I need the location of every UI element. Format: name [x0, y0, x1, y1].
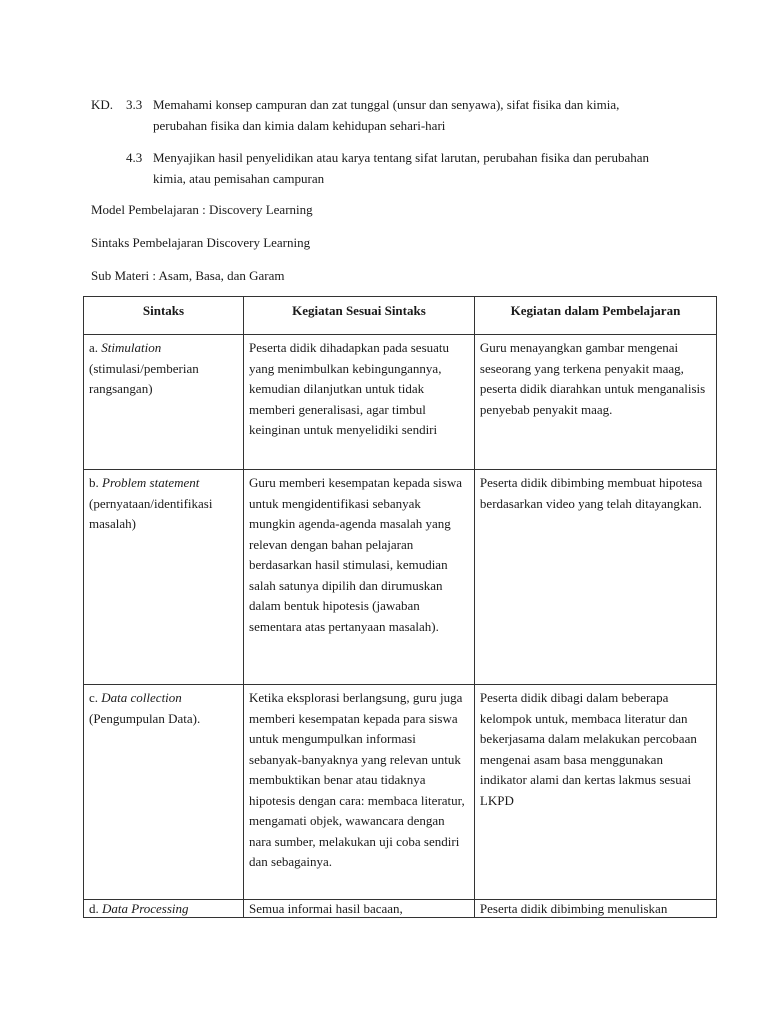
sintaks-term: Data collection: [101, 690, 182, 705]
table-row: [84, 685, 717, 900]
table-header-row: [84, 297, 717, 335]
sintaks-cell: [84, 900, 244, 918]
sub-materi-line: Sub Materi : Asam, Basa, dan Garam: [91, 268, 285, 283]
sintaks-term: Problem statement: [102, 475, 200, 490]
sintaks-term: Stimulation: [101, 340, 162, 355]
table-row: [84, 470, 717, 685]
sintaks-cell: [84, 470, 244, 685]
kd-number: 4.3: [126, 150, 143, 165]
pembelajaran-cell: Peserta didik dibagi dalam beberapa kelompok untuk, membaca literatur dan bekerjasama dalam melakukan percobaan mengenai asam basa menggunakan indikator alami dan kertas lakmus sesuai LKPD: [474, 685, 716, 900]
header-sintaks: Sintaks: [84, 297, 244, 335]
sintaks-desc: (stimulasi/pemberian rangsangan): [89, 360, 199, 396]
sintaks-prefix: c.: [89, 690, 102, 705]
kd-text: Memahami konsep campuran dan zat tunggal (unsur dan senyawa), sifat fisika dan kimia, perubahan fisika dan kimia dalam kehidupan sehari-hari: [153, 97, 620, 133]
sintaks-prefix: b.: [89, 475, 102, 490]
sintaks-cell: [84, 335, 244, 470]
kegiatan-cell: Semua informai hasil bacaan,: [244, 900, 475, 918]
sintaks-prefix: a.: [89, 340, 102, 355]
pembelajaran-cell: Guru menayangkan gambar mengenai seseorang yang terkena penyakit maag, peserta didik diarahkan untuk menganalisis penyebab penyakit maag.: [474, 335, 716, 470]
sintaks-table: [83, 296, 717, 918]
kd-label: KD.: [91, 97, 114, 112]
sintaks-desc: (Pengumpulan Data).: [89, 710, 201, 726]
model-line: Model Pembelajaran : Discovery Learning: [91, 202, 313, 217]
pembelajaran-cell: Peserta didik dibimbing membuat hipotesa berdasarkan video yang telah ditayangkan.: [474, 470, 716, 685]
kegiatan-cell: Peserta didik dihadapkan pada sesuatu yang menimbulkan kebingungannya, kemudian dilanjutkan untuk tidak memberi generalisasi, agar timbul keinginan untuk menyelidiki sendiri: [244, 335, 475, 470]
sintaks-prefix: d.: [89, 901, 102, 916]
sintaks-cell: [84, 685, 244, 900]
sintaks-title: Sintaks Pembelajaran Discovery Learning: [91, 235, 311, 250]
kegiatan-cell: Guru memberi kesempatan kepada siswa untuk mengidentifikasi sebanyak mungkin agenda-agenda masalah yang relevan dengan bahan pelajaran berdasarkan hasil stimulasi, kemudian salah satunya dipilih dan dirumuskan dalam bentuk hipotesis (jawaban sementara atas pertanyaan masalah).: [244, 470, 475, 685]
sintaks-term: Data Processing: [102, 901, 189, 916]
kd-text: Menyajikan hasil penyelidikan atau karya tentang sifat larutan, perubahan fisika dan perubahan kimia, atau pemisahan campuran: [153, 150, 649, 186]
table-row: [84, 335, 717, 470]
table-row: [84, 900, 717, 918]
kd-number: 3.3: [126, 97, 143, 112]
sintaks-desc: (pernyataan/identifikasi masalah): [89, 495, 213, 531]
header-kegiatan-sintaks: Kegiatan Sesuai Sintaks: [244, 297, 475, 335]
pembelajaran-cell: Peserta didik dibimbing menuliskan: [474, 900, 716, 918]
kegiatan-cell: Ketika eksplorasi berlangsung, guru juga memberi kesempatan kepada para siswa untuk mengumpulkan informasi sebanyak-banyaknya yang relevan untuk membuktikan benar atau tidaknya hipotesis dengan cara: membaca literatur, mengamati objek, wawancara dengan nara sumber, melakukan uji coba sendiri dan sebagainya.: [244, 685, 475, 900]
header-kegiatan-pembelajaran: Kegiatan dalam Pembelajaran: [474, 297, 716, 335]
